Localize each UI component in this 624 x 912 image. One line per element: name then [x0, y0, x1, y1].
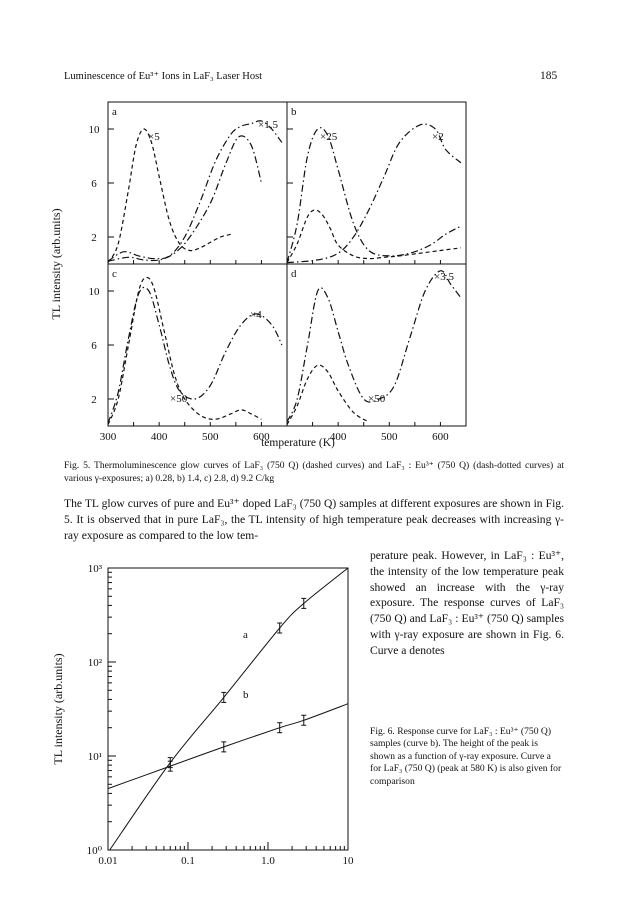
- x-tick-label: 400: [150, 431, 168, 443]
- y-tick-label: 10²: [87, 657, 102, 669]
- y-tick-label: 10: [88, 124, 100, 136]
- y-tick-label: 10¹: [87, 751, 102, 763]
- x-tick-label: 1.0: [261, 855, 275, 867]
- y-tick-label: 10³: [87, 563, 102, 575]
- curve-a: [110, 568, 348, 850]
- figure-6: [0, 540, 370, 867]
- curve-multiplier-annotation: ×2: [432, 131, 444, 143]
- x-tick-label: 500: [202, 431, 219, 443]
- x-tick-label: 600: [253, 431, 270, 443]
- curve-dash-dot: [108, 121, 282, 262]
- panel-frame: [108, 264, 287, 426]
- curve-dashed: [108, 129, 231, 263]
- x-tick-label: 0.01: [98, 855, 118, 867]
- plot-frame: [108, 568, 348, 850]
- x-tick-label: 0.1: [181, 855, 195, 867]
- curve-dash-dot: [108, 136, 261, 261]
- curve-b: [108, 704, 348, 789]
- curve-multiplier-annotation: ×50: [368, 393, 386, 405]
- curve-multiplier-annotation: ×50: [170, 393, 188, 405]
- figure-6-caption: Fig. 6. Response curve for LaF₃ : Eu³⁺ (750 Q) samples (curve b). The height of the peak is shown as a function of γ-ray exposure. Curve a for LaF₃ (750 Q) (peak at 580 K) is also given for comparison: [370, 726, 562, 787]
- y-axis-label: TL intensity (arb.units): [51, 653, 65, 765]
- page-number: 185: [540, 70, 558, 82]
- panel-label: c: [112, 268, 117, 280]
- panel-c: [89, 264, 288, 443]
- panel-label: a: [112, 106, 117, 118]
- x-tick-label: 400: [329, 431, 347, 443]
- y-tick-label: 2: [91, 232, 97, 244]
- panel-a: [89, 102, 288, 264]
- curve-multiplier-annotation: ×25: [320, 131, 338, 143]
- curve-dash-dot: [287, 128, 461, 263]
- panel-label: b: [291, 106, 297, 118]
- y-tick-label: 6: [91, 340, 97, 352]
- panel-label: d: [291, 268, 297, 280]
- curve-multiplier-annotation: ×4: [250, 309, 262, 321]
- panel-b: [287, 102, 466, 264]
- y-tick-label: 6: [91, 178, 97, 190]
- curve-multiplier-annotation: ×1.5: [258, 119, 278, 131]
- curve-multiplier-annotation: ×3.5: [434, 271, 454, 283]
- curve-label: a: [243, 629, 248, 641]
- panel-d: [287, 264, 466, 443]
- curve-dashed: [287, 365, 369, 425]
- body-paragraph: The TL glow curves of pure and Eu³⁺ doped LaF₃ (750 Q) samples at different exposures are shown in Fig. 5. It is observed that in pure LaF₃, the TL intensity of high temperature peak decreases with increasing γ-ray exposure as compared to the low tem-: [64, 497, 564, 542]
- x-axis-label: temperature (K): [261, 437, 335, 449]
- x-tick-label: 300: [99, 431, 117, 443]
- curve-multiplier-annotation: ×5: [148, 131, 160, 143]
- curve-dash-dot: [108, 287, 282, 423]
- y-tick-label: 2: [91, 394, 97, 406]
- x-tick-label: 600: [432, 431, 449, 443]
- running-head: Luminescence of Eu³⁺ Ions in LaF₃ Laser Host: [64, 71, 263, 82]
- body-paragraph-column: perature peak. However, in LaF₃ : Eu³⁺, the intensity of the low temperature peak showed an increase with the γ-ray exposure. The response curves of LaF₃ (750 Q) and LaF₃ : Eu³⁺ (750 Q) samples with γ-ray exposure are shown in Fig. 6. Curve a denotes: [370, 549, 564, 657]
- curve-dashed: [287, 210, 461, 263]
- x-tick-label: 10: [342, 855, 354, 867]
- figure-5-caption: Fig. 5. Thermoluminescence glow curves of LaF₃ (750 Q) (dashed curves) and LaF₃ : Eu³⁺ (750 Q) (dash-dotted curves) at various γ-exposures; a) 0.28, b) 1.4, c) 2.8, d) 9.2 C/kg: [64, 460, 564, 484]
- curve-label: b: [243, 689, 249, 701]
- y-tick-label: 10: [88, 286, 100, 298]
- y-tick-label: 10⁰: [86, 845, 102, 857]
- y-axis-label: TL intensity (arb.units): [49, 208, 63, 320]
- x-tick-label: 500: [381, 431, 398, 443]
